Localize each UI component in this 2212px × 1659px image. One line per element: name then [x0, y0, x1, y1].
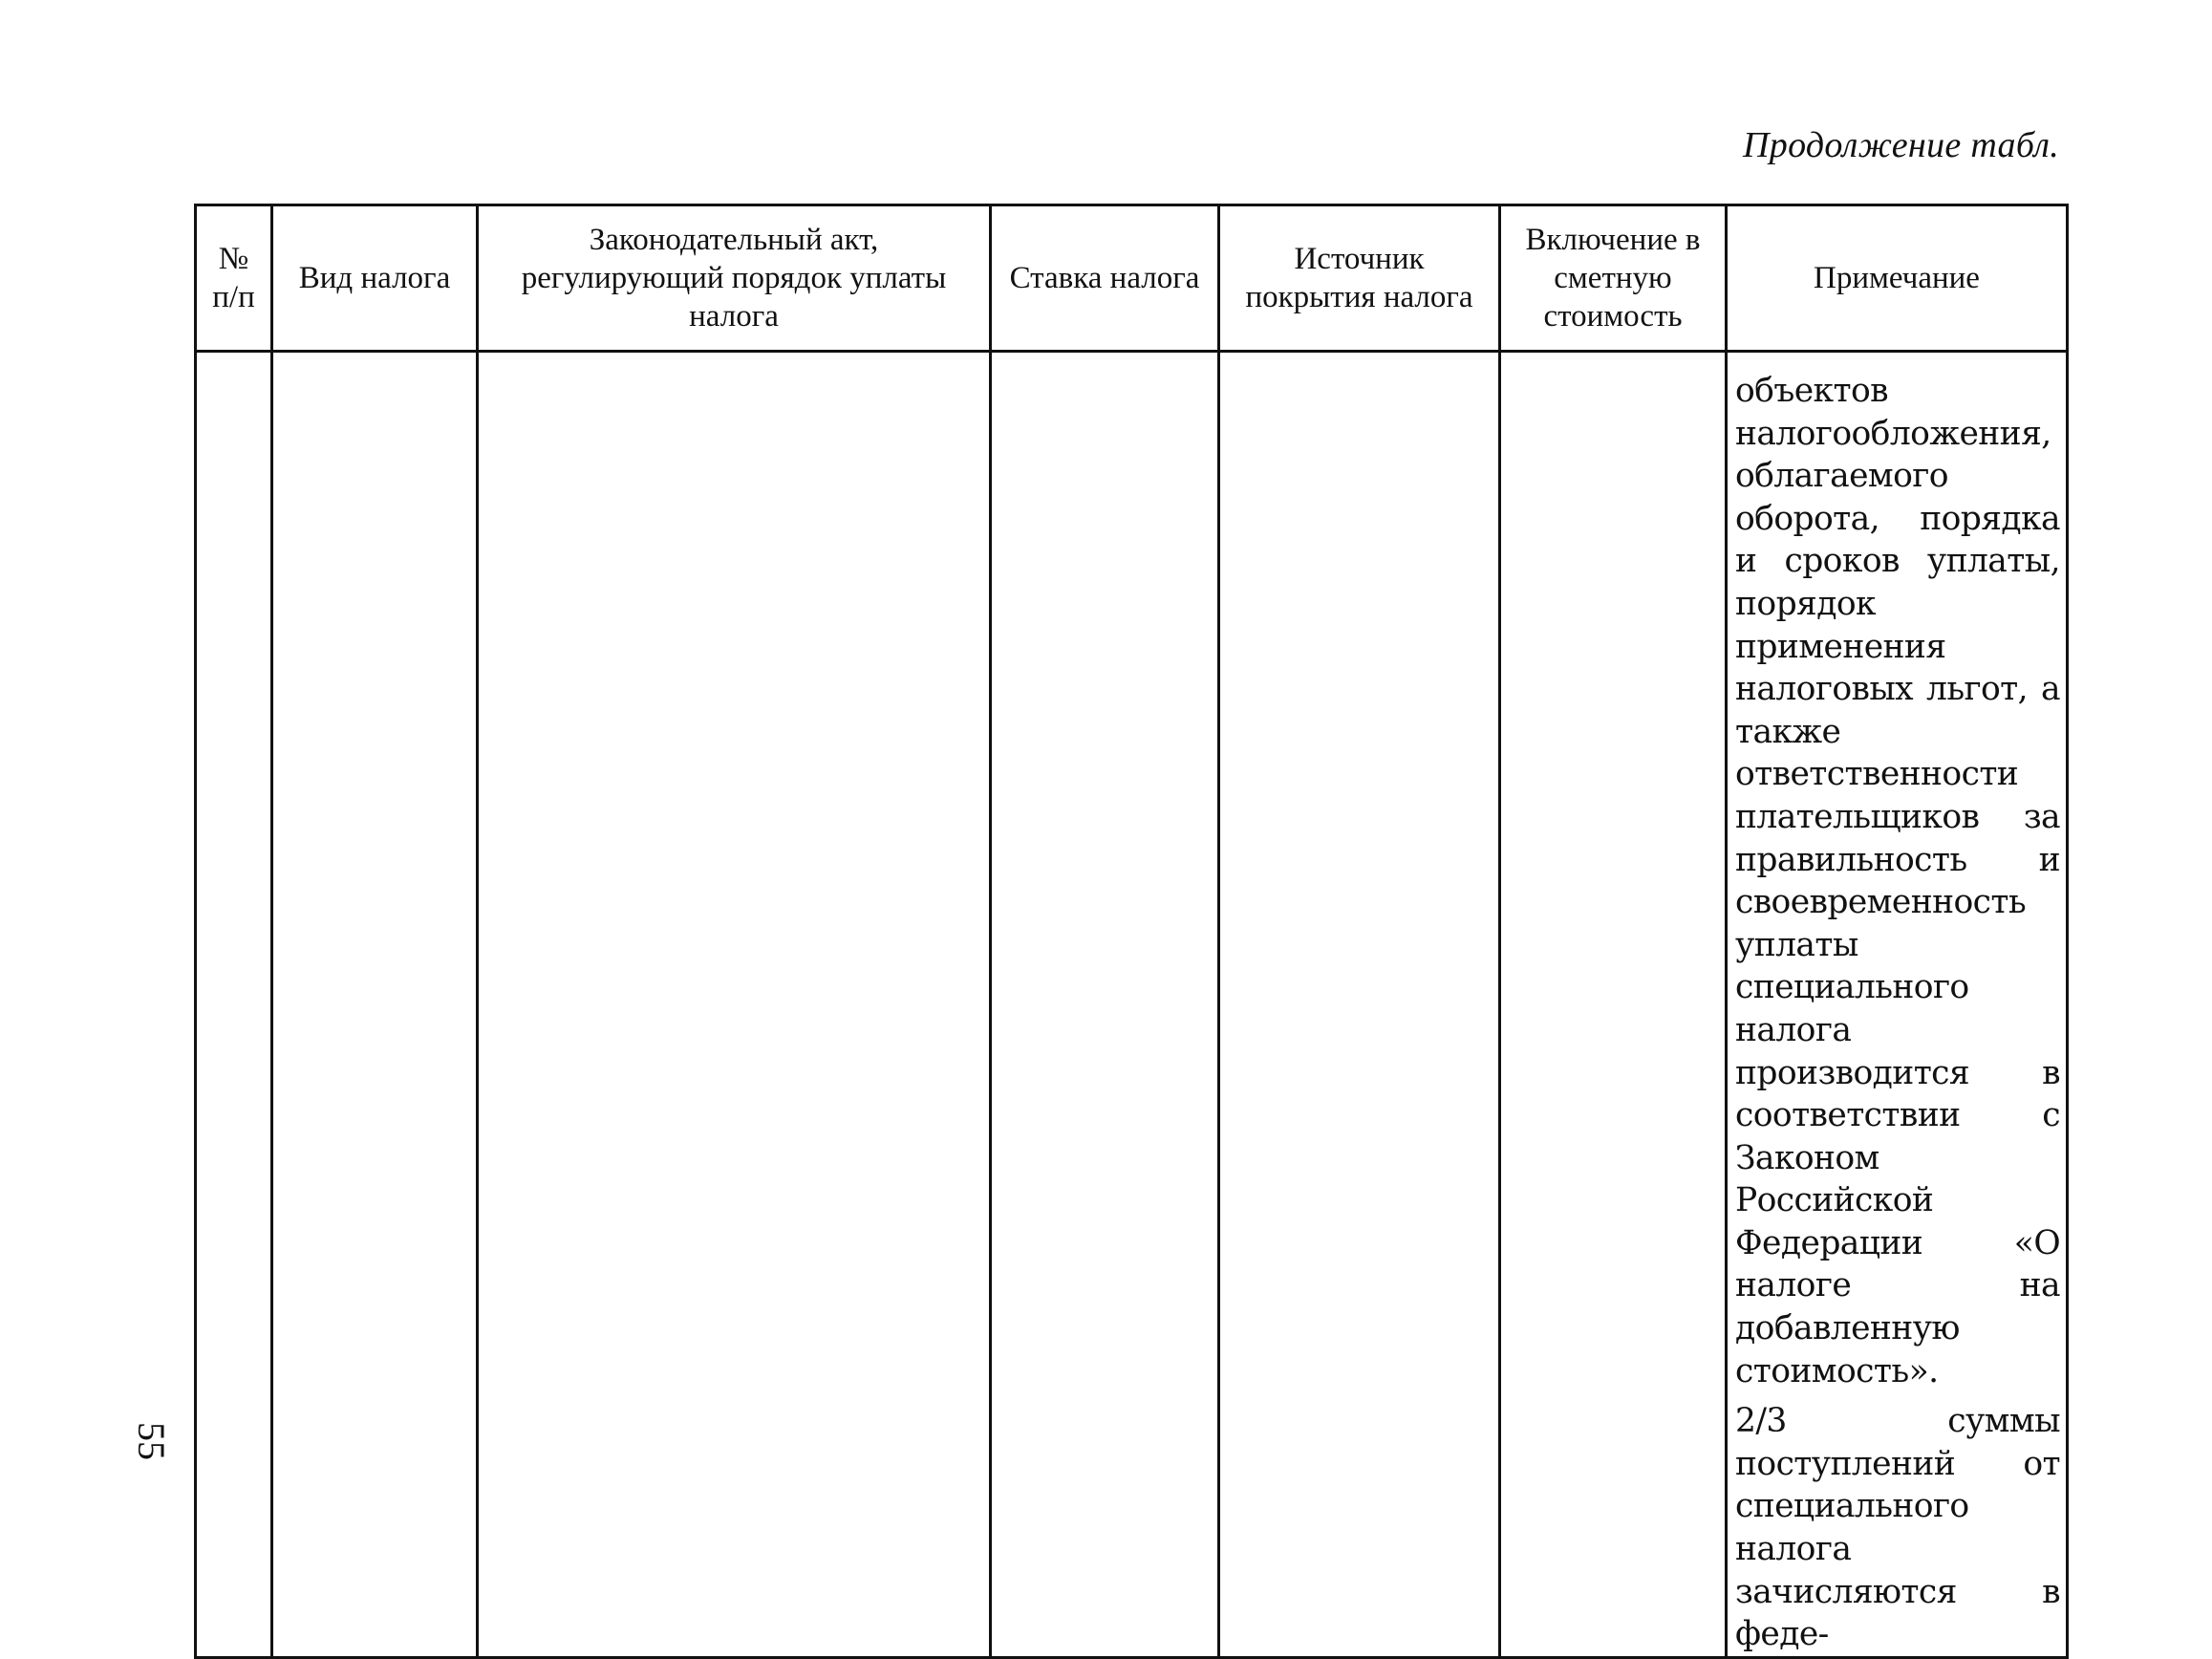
header-estimate-inclusion-label: Включение в сметную стоимость [1525, 223, 1701, 334]
cell-estimate-inclusion [1500, 352, 1727, 1658]
note-paragraph: 2/3 суммы поступлений от специального налога зачисляются в феде- [1735, 1402, 2060, 1654]
header-rate [991, 205, 1219, 352]
header-rate-label: Ставка налога [1009, 261, 1200, 295]
header-legal-act-label: Законодательный акт, регулирующий порядок уплаты налога [521, 223, 947, 334]
header-funding-source [1219, 205, 1500, 352]
header-funding-source-label: Источник покрытия налога [1245, 242, 1473, 314]
header-note-label: Примечание [1814, 261, 1980, 295]
tax-table [194, 204, 2069, 1659]
cell-note [1727, 352, 2068, 1658]
cell-legal-act [478, 352, 991, 1658]
cell-funding-source [1219, 352, 1500, 1658]
cell-tax-type [272, 352, 478, 1658]
header-tax-type [272, 205, 478, 352]
note-text [1728, 353, 2066, 1656]
header-number-label: № п/п [212, 242, 255, 314]
note-paragraph: объектов налогообложения, облагаемого оборота, порядка и сроков уплаты, порядок применения налоговых льгот, а также ответственности плательщиков за правильность и своевременность уплаты специального налога производится в соответствии с Законом Российской Федерации «О налоге на добавленную стоимость». [1735, 372, 2060, 1390]
cell-number [196, 352, 272, 1658]
continuation-label: Продолжение табл. [1743, 125, 2059, 165]
table-header-row [196, 205, 2068, 352]
header-number [196, 205, 272, 352]
header-estimate-inclusion [1500, 205, 1727, 352]
page-number: 55 [130, 1422, 173, 1460]
cell-rate [991, 352, 1219, 1658]
header-note [1727, 205, 2068, 352]
header-tax-type-label: Вид налога [298, 261, 451, 295]
table-row [196, 352, 2068, 1658]
header-legal-act [478, 205, 991, 352]
